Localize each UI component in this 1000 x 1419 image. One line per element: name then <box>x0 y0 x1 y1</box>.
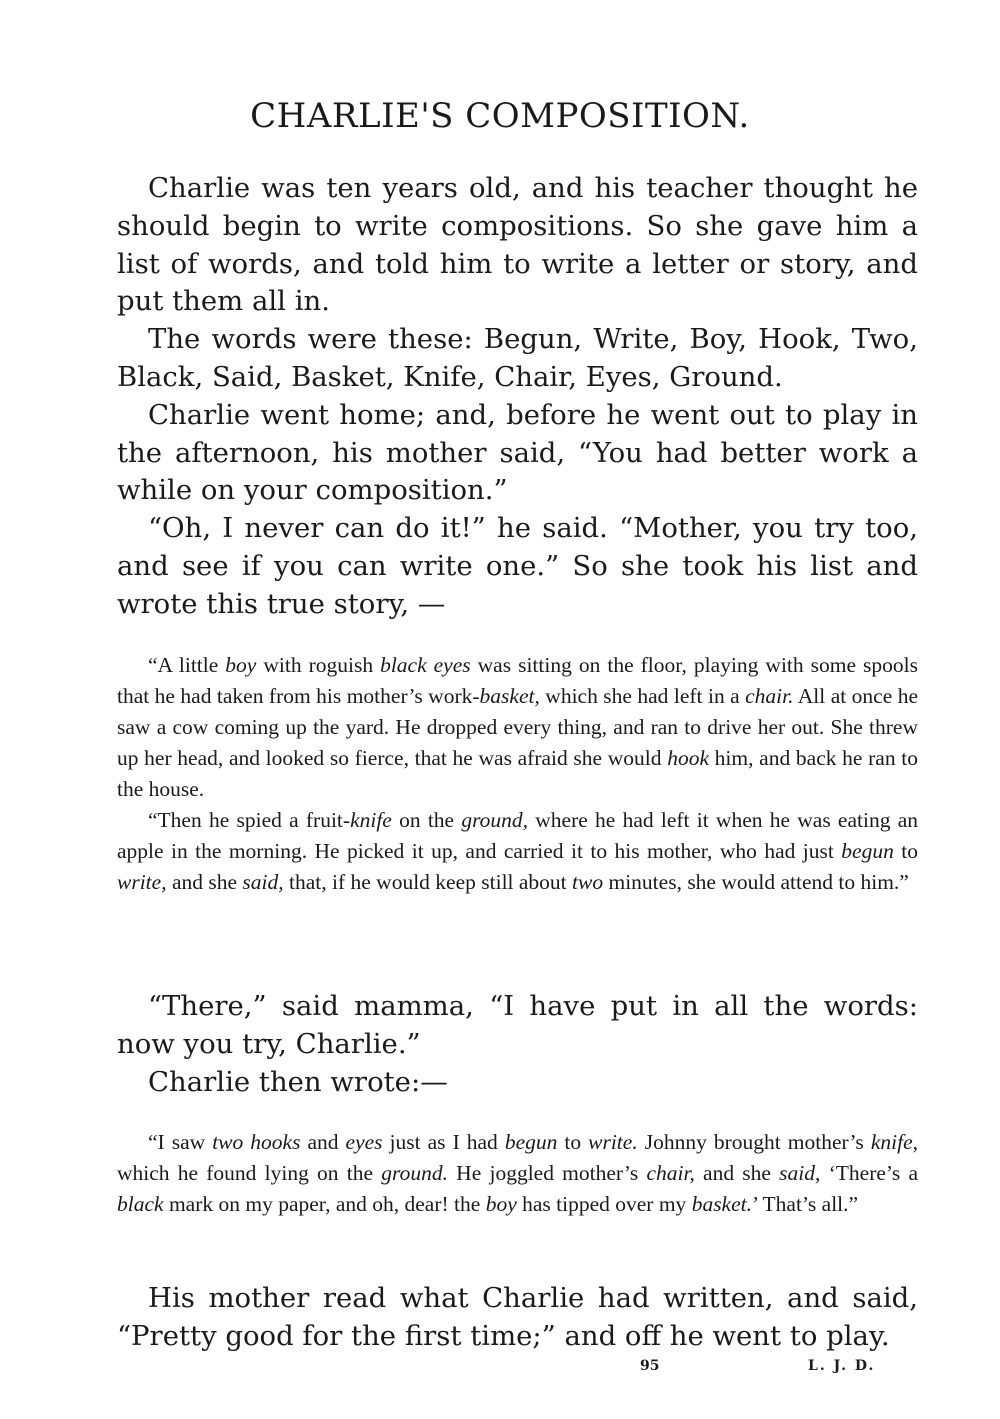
paragraph: “There,” said mamma, “I have put in all the words: now you try, Charlie.” <box>117 990 918 1060</box>
paragraph: Charlie went home; and, before he went out to play in the afternoon, his mother said, “You had better work a while on your composition.” <box>117 398 918 507</box>
quote-paragraph: “Then he spied a fruit-knife on the ground, where he had left it when he was eating an apple in the morning. He picked it up, and carried it to his mother, who had just begun to write, and she said, that, if he would keep still about two minutes, she would attend to him.” <box>117 808 918 894</box>
charlie-story <box>117 1127 918 1220</box>
paragraph: “Oh, I never can do it!” he said. “Mother, you try too, and see if you can write one.” So she took his list and wrote this true story, — <box>117 512 918 620</box>
quote-paragraph: “A little boy with roguish black eyes was sitting on the floor, playing with some spools that he had taken from his mother’s work-basket, which she had left in a chair. All at once he saw a cow coming up the yard. He dropped every thing, and ran to drive her out. She threw up her head, and looked so fierce, that he was afraid she would hook him, and back he ran to the house. <box>117 653 918 801</box>
mother-story <box>117 650 918 898</box>
page-title: CHARLIE'S COMPOSITION. <box>250 96 750 136</box>
opening-text <box>117 170 918 624</box>
middle-text <box>117 988 918 1101</box>
page-number: 95 <box>640 1358 660 1374</box>
paragraph: Charlie then wrote:— <box>148 1065 448 1098</box>
paragraph: Charlie was ten years old, and his teacher thought he should begin to write compositions. So she gave him a list of words, and told him to write a letter or story, and put them all in. <box>117 172 918 318</box>
paragraph: The words were these: Begun, Write, Boy, Hook, Two, Black, Said, Basket, Knife, Chair, Eyes, Ground. <box>117 323 918 393</box>
quote-paragraph: “I saw two hooks and eyes just as I had begun to write. Johnny brought mother’s knife, which he found lying on the ground. He joggled mother’s chair, and she said, ‘There’s a black mark on my paper, and oh, dear! the boy has tipped over my basket.’ That’s all.” <box>117 1130 918 1216</box>
paragraph: His mother read what Charlie had written, and said, “Pretty good for the first time;” and off he went to play. <box>117 1282 918 1352</box>
author-initials: L. J. D. <box>808 1358 876 1374</box>
closing-text <box>117 1280 918 1356</box>
